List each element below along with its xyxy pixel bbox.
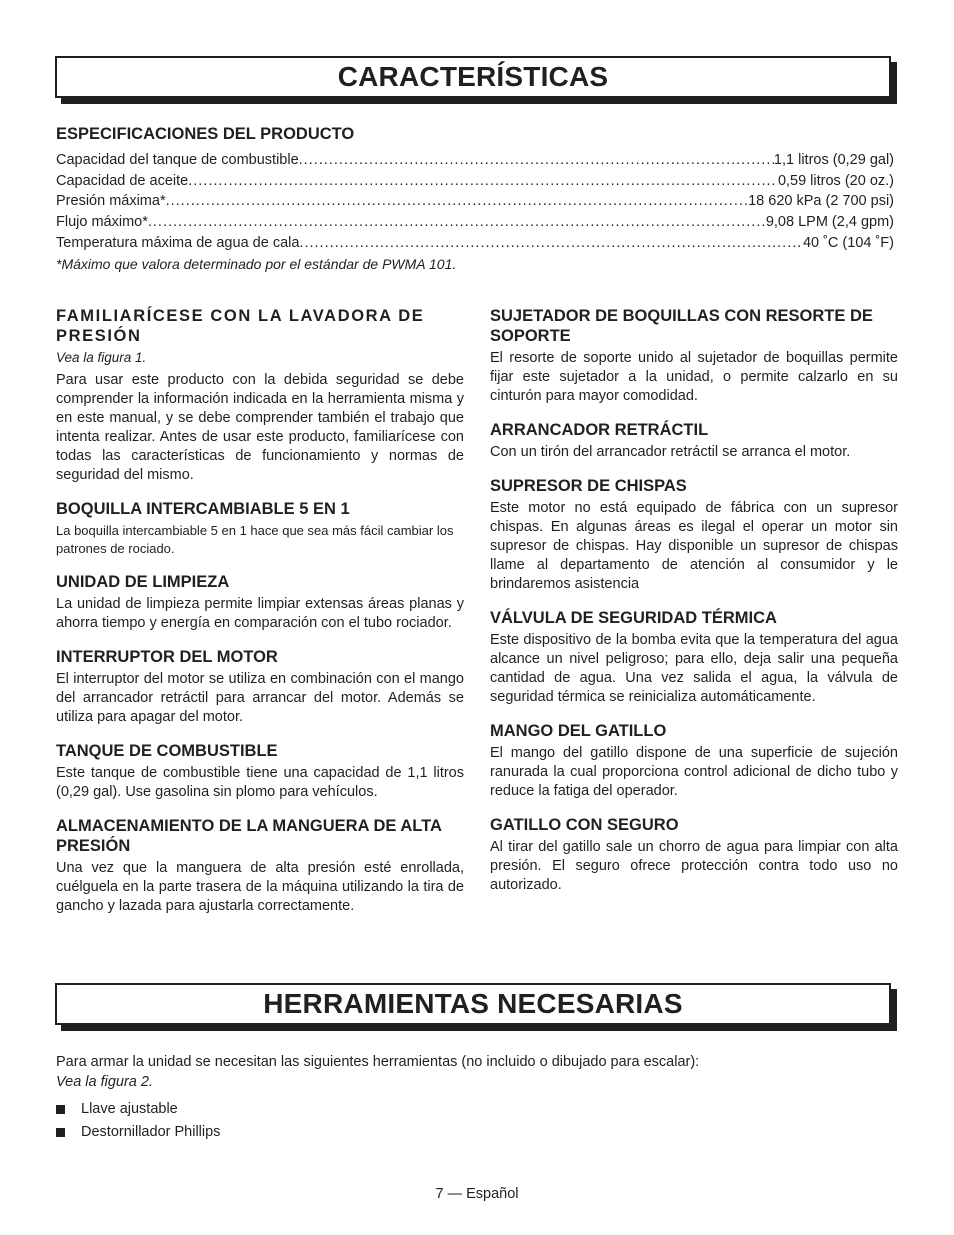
feature-text: Una vez que la manguera de alta presión esté enrollada, cuélguela en la parte trasera de la máquina utilizando la tira de gancho y lazada para ajustarla correctamente. [56, 860, 464, 914]
figure-reference: Vea la figura 2. [56, 1074, 153, 1090]
feature-section [490, 420, 898, 462]
section-title: HERRAMIENTAS NECESARIAS [263, 988, 683, 1019]
spec-label: Flujo máximo* [56, 214, 148, 231]
feature-heading: INTERRUPTOR DEL MOTOR [56, 648, 278, 666]
product-specifications [56, 124, 894, 274]
spec-row [56, 150, 894, 171]
feature-heading: GATILLO CON SEGURO [490, 816, 679, 834]
page-footer: 7 — Español [435, 1186, 519, 1202]
feature-section [56, 499, 464, 558]
tools-list [56, 1098, 894, 1144]
spec-value: 40 ˚C (104 ˚F) [802, 234, 894, 251]
feature-text: Este tanque de combustible tiene una capacidad de 1,1 litros (0,29 gal). Use gasolina sin plomo para vehículos. [56, 765, 464, 800]
feature-text: La unidad de limpieza permite limpiar extensas áreas planas y ahorra tiempo y energía en comparación con el tubo rociador. [56, 596, 464, 631]
feature-heading: FAMILIARÍCESE CON LA LAVADORA DE PRESIÓN [56, 307, 425, 345]
spec-value: 18 620 kPa (2 700 psi) [748, 193, 894, 210]
tool-name: Destornillador Phillips [81, 1124, 221, 1140]
spec-label: Capacidad de aceite [56, 172, 189, 189]
tool-name: Llave ajustable [81, 1101, 178, 1117]
feature-section [490, 608, 898, 707]
section-title-banner [55, 983, 891, 1025]
spec-row [56, 191, 894, 212]
right-column [490, 306, 898, 909]
list-item [56, 1098, 894, 1121]
spec-list [56, 150, 894, 254]
section-title: CARACTERÍSTICAS [337, 61, 609, 92]
spec-row [56, 233, 894, 254]
section-title-banner [55, 56, 891, 98]
spec-label: Capacidad del tanque de combustible [56, 152, 299, 168]
feature-text: Este motor no está equipado de fábrica con un supresor chispas. En algunas áreas es ilegal el operar un motor sin supresor de chispas. Hay disponible un supresor de chispas llame al departamento de atención al consumidor y le brindaremos asistencia [490, 500, 898, 592]
dot-leader [148, 212, 766, 233]
specs-footnote: *Máximo que valora determinado por el estándar de PWMA 101. [56, 255, 457, 272]
list-item [56, 1121, 894, 1144]
specs-heading: ESPECIFICACIONES DEL PRODUCTO [56, 125, 355, 143]
feature-text: El interruptor del motor se utiliza en combinación con el mango del arrancador retráctil para arrancar del motor. Además se utiliza para apagar del motor. [56, 671, 464, 725]
required-tools [56, 1052, 894, 1144]
feature-text: La boquilla intercambiable 5 en 1 hace que sea más fácil cambiar los patrones de rociado. [56, 523, 454, 556]
feature-section [490, 721, 898, 801]
feature-heading: SUJETADOR DE BOQUILLAS CON RESORTE DE SOPORTE [490, 307, 873, 345]
spec-label: Temperatura máxima de agua de cala [56, 234, 300, 251]
feature-heading: VÁLVULA DE SEGURIDAD TÉRMICA [490, 609, 777, 627]
feature-section [56, 816, 464, 916]
feature-section [56, 647, 464, 727]
tools-intro: Para armar la unidad se necesitan las siguientes herramientas (no incluido o dibujado para escalar): [56, 1054, 700, 1070]
feature-heading: MANGO DEL GATILLO [490, 722, 667, 740]
spec-row [56, 171, 894, 192]
spec-value: 0,59 litros (20 oz.) [777, 172, 894, 189]
feature-text: Al tirar del gatillo sale un chorro de agua para limpiar con alta presión. El seguro ofrece protección contra todo uso no autorizado. [490, 839, 898, 893]
dot-leader [188, 171, 778, 192]
feature-text: El resorte de soporte unido al sujetador de boquillas permite fijar este sujetador a la unidad, o permite calzarlo en su cinturón para mayor comodidad. [490, 350, 898, 404]
dot-leader [299, 150, 774, 171]
spec-label: Presión máxima* [56, 193, 166, 210]
feature-heading: SUPRESOR DE CHISPAS [490, 477, 687, 495]
square-bullet-icon [56, 1105, 65, 1114]
feature-heading: ARRANCADOR RETRÁCTIL [490, 421, 709, 439]
feature-heading: TANQUE DE COMBUSTIBLE [56, 742, 278, 760]
spec-value: 9,08 LPM (2,4 gpm) [765, 214, 894, 231]
feature-text: El mango del gatillo dispone de una superficie de sujeción ranurada la cual proporciona control adicional de dicho tubo y reduce la fatiga del operador. [490, 745, 898, 799]
feature-text: Este dispositivo de la bomba evita que la temperatura del agua alcance un nivel peligroso; para ello, deja salir una pequeña cantidad de agua. Una vez salida el agua, la válvula de seguridad térmica se reinicializa automáticamente. [490, 632, 898, 705]
feature-section [56, 741, 464, 802]
feature-text: Para usar este producto con la debida seguridad se debe comprender la información indicada en la herramienta misma y en este manual, y se debe comprender también el trabajo que intenta realizar. Antes de usar este producto, familiarícese con todas las características de funcionamiento y normas de seguridad del mismo. [56, 372, 464, 483]
figure-reference: Vea la figura 1. [56, 350, 147, 365]
feature-section [56, 306, 464, 485]
feature-heading: ALMACENAMIENTO DE LA MANGUERA DE ALTA PRESIÓN [56, 817, 442, 855]
left-column [56, 306, 464, 930]
feature-section [490, 815, 898, 895]
feature-heading: BOQUILLA INTERCAMBIABLE 5 EN 1 [56, 500, 350, 518]
spec-value: 1,1 litros (0,29 gal) [773, 152, 894, 168]
feature-heading: UNIDAD DE LIMPIEZA [56, 573, 230, 591]
spec-row [56, 212, 894, 233]
feature-section [56, 572, 464, 633]
feature-section [490, 476, 898, 594]
feature-text: Con un tirón del arrancador retráctil se arranca el motor. [490, 444, 851, 460]
dot-leader [166, 191, 749, 212]
square-bullet-icon [56, 1128, 65, 1137]
feature-section [490, 306, 898, 406]
dot-leader [299, 233, 803, 254]
